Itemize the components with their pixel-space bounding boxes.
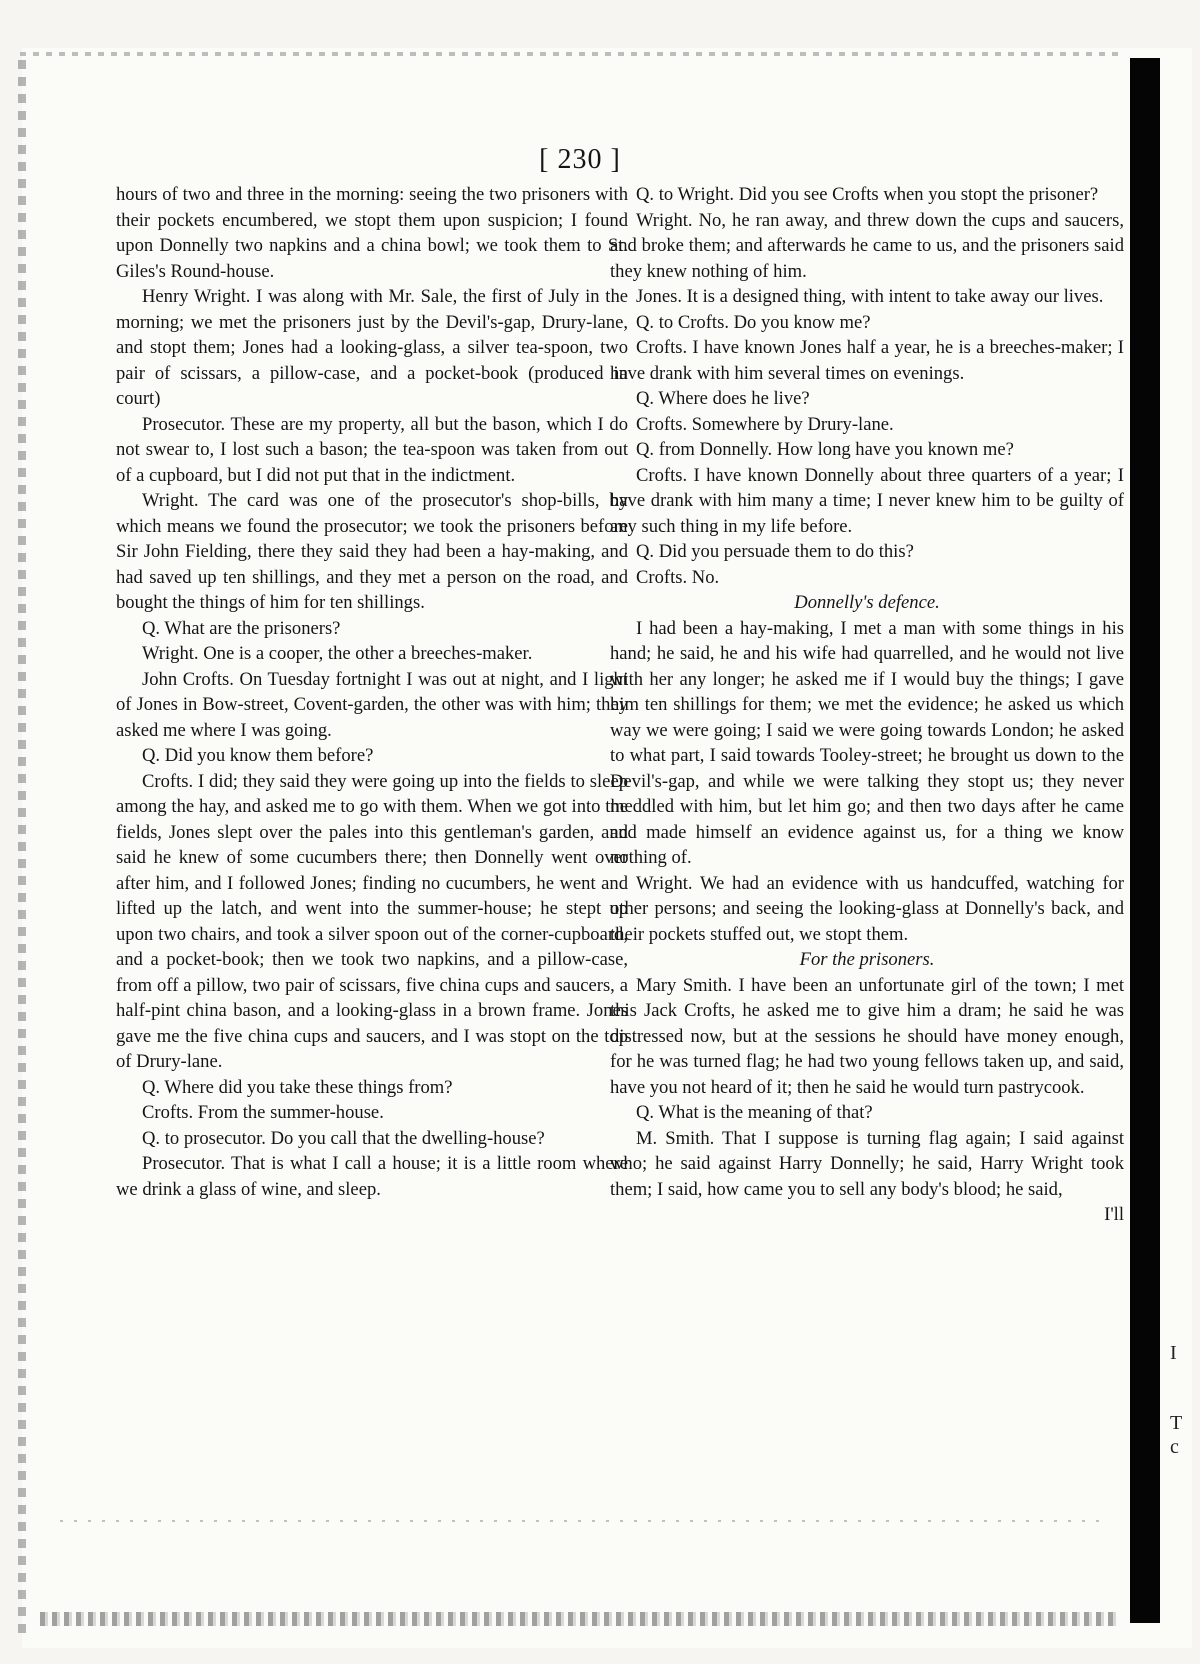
margin-mark: I	[1170, 1342, 1177, 1364]
paragraph: Prosecutor. These are my property, all but the bason, which I do not swear to, I lost such a bason; the tea-spoon was taken from out of a cupboard, but I did not put that in the indictment.	[116, 413, 628, 486]
margin-mark: T	[1170, 1412, 1183, 1434]
scan-edge-left	[18, 60, 26, 1640]
paragraph: Q. What is the meaning of that?	[636, 1102, 873, 1123]
paragraph: I had been a hay-making, I met a man with some things in his hand; he said, he and his wife had quarrelled, and he would not live with her any longer; he asked me if I would buy the things; I gave him ten shillings for them; we met the evidence; he asked us which way we were going; I said we were going towards London; he asked to what part, I said towards Tooley-street; he brought us down to the Devil's-gap, and while we were talking they stopt us; they never meddled with him, but let him go; and then two days after he came and made himself an evidence against us, for a thing we know nothing of.	[610, 617, 1124, 868]
paragraph: hours of two and three in the morning: seeing the two prisoners with their pockets encumbered, we stopt them upon suspicion; I found upon Donnelly two napkins and a china bowl; we took them to St. Giles's Round-house.	[116, 184, 628, 282]
catchword: I'll	[1104, 1204, 1124, 1225]
paragraph: Crofts. I did; they said they were going up into the fields to sleep among the hay, and asked me to go with them. When we got into the fields, Jones slept over the pales into this gentleman's garden, and said he knew of some cucumbers there; then Donnelly went over after him, and I followed Jones; finding no cucumbers, he went and lifted up the latch, and went into the summer-house; he stept up upon two chairs, and took a silver spoon out of the corner-cupboard, and a pocket-book; then we took two napkins, and a pillow-case, from off a pillow, two pair of scissars, five china cups and saucers, a half-pint china bason, and a looking-glass in a brown frame. Jones gave me the five china cups and saucers, and I was stopt on the top of Drury-lane.	[116, 770, 628, 1072]
paragraph: Crofts. I have known Donnelly about three quarters of a year; I have drank with him many a time; I never knew him to be guilty of any such thing in my life before.	[610, 464, 1124, 537]
paragraph: Wright. One is a cooper, the other a breeches-maker.	[142, 643, 533, 664]
section-heading: For the prisoners.	[799, 949, 935, 970]
margin-mark: c	[1170, 1436, 1179, 1458]
paragraph: Q. Where does he live?	[636, 388, 810, 409]
paragraph: Crofts. I have known Jones half a year, he is a breeches-maker; I have drank with him several times on evenings.	[610, 337, 1124, 384]
scan-edge-top	[20, 52, 1120, 56]
paragraph: Jones. It is a designed thing, with intent to take away our lives.	[636, 286, 1104, 307]
paragraph: Q. from Donnelly. How long have you known me?	[636, 439, 1014, 460]
paragraph: Wright. We had an evidence with us handcuffed, watching for other persons; and seeing the looking-glass at Donnelly's back, and their pockets stuffed out, we stopt them.	[610, 872, 1124, 945]
right-column	[610, 182, 1124, 1228]
paragraph: M. Smith. That I suppose is turning flag again; I said against who; he said against Harry Donnelly; he said, Harry Wright took them; I said, how came you to sell any body's blood; he said,	[610, 1127, 1124, 1200]
paragraph: Q. Did you persuade them to do this?	[636, 541, 914, 562]
paragraph: Henry Wright. I was along with Mr. Sale, the first of July in the morning; we met the prisoners just by the Devil's-gap, Drury-lane, and stopt them; Jones had a looking-glass, a silver tea-spoon, two pair of scissars, a pillow-case, and a pocket-book (produced in court)	[116, 286, 628, 409]
left-column	[116, 182, 628, 1202]
paragraph: Q. to Crofts. Do you know me?	[636, 311, 871, 333]
paragraph: Q. Did you know them before?	[142, 745, 374, 766]
paragraph: Q. Where did you take these things from?	[142, 1076, 453, 1098]
page-number: [ 230 ]	[539, 144, 621, 175]
paragraph: Q. to Wright. Did you see Crofts when you stopt the prisoner?	[636, 184, 1099, 205]
section-heading: Donnelly's defence.	[794, 592, 940, 613]
scan-dots-bottom	[60, 1520, 1110, 1522]
paragraph: Prosecutor. That is what I call a house; it is a little room where we drink a glass of wine, and sleep.	[116, 1153, 628, 1200]
paragraph: Crofts. From the summer-house.	[142, 1102, 384, 1123]
paragraph: Wright. No, he ran away, and threw down the cups and saucers, and broke them; and afterwards he came to us, and the prisoners said they knew nothing of him.	[610, 209, 1124, 282]
paragraph: Crofts. Somewhere by Drury-lane.	[636, 413, 894, 435]
paragraph: John Crofts. On Tuesday fortnight I was out at night, and I light of Jones in Bow-street, Covent-garden, the other was with him; they asked me where I was going.	[116, 668, 628, 741]
paragraph: Q. What are the prisoners?	[142, 617, 341, 639]
paragraph: Q. to prosecutor. Do you call that the dwelling-house?	[142, 1127, 545, 1149]
paragraph: Mary Smith. I have been an unfortunate girl of the town; I met this Jack Crofts, he asked me to give him a dram; he said he was distressed now, but at the sessions he should have money enough, for he was turned flag; he had two young fellows taken up, and said, have you not heard of it; then he said he would turn pastrycook.	[610, 974, 1124, 1098]
paragraph: Crofts. No.	[636, 566, 720, 588]
paragraph: Wright. The card was one of the prosecutor's shop-bills, by which means we found the prosecutor; we took the prisoners before Sir John Fielding, there they said they had been a hay-making, and had saved up ten shillings, and they met a person on the road, and bought the things of him for ten shillings.	[116, 490, 628, 613]
binding-shadow	[1130, 58, 1160, 1623]
scan-edge-bottom	[40, 1612, 1120, 1626]
